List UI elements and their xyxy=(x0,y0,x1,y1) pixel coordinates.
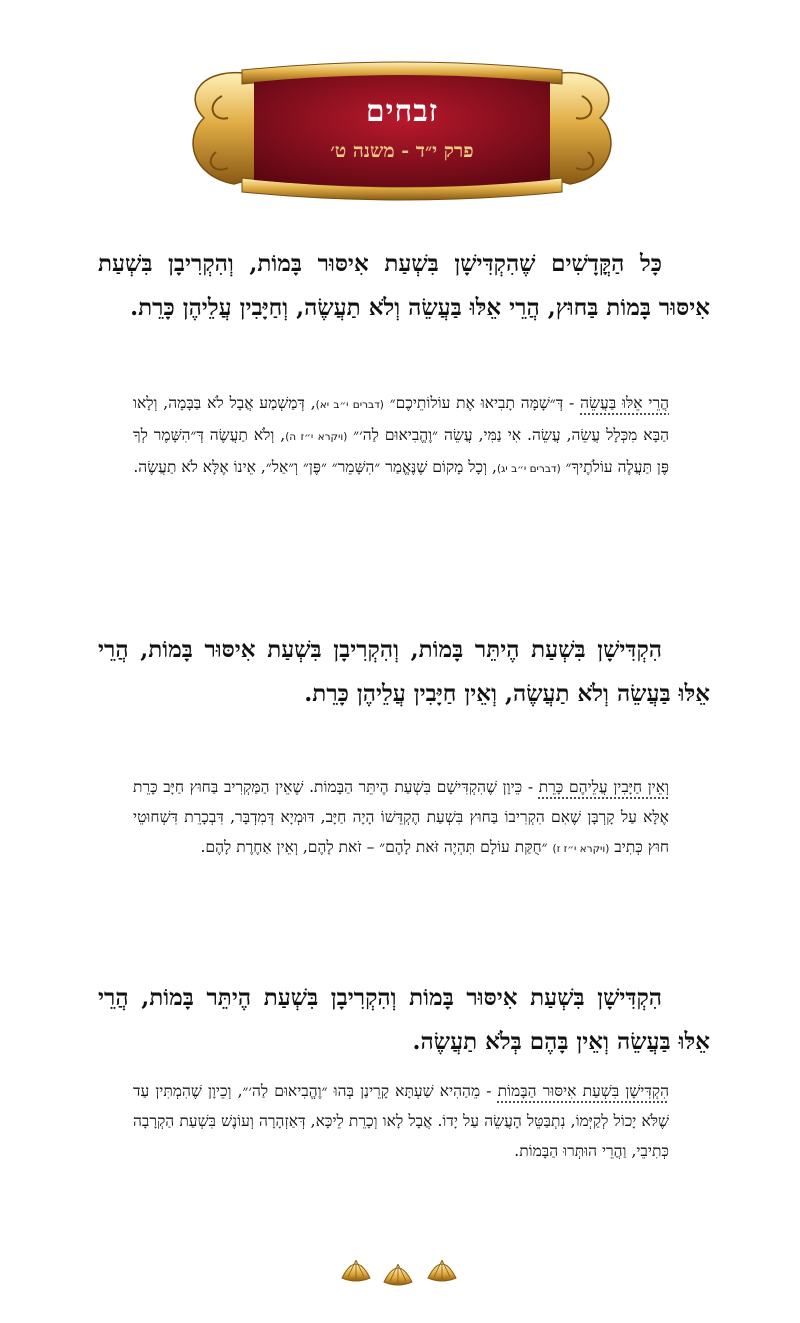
dibbur-hamatchil-1: הֲרֵי אֵלּוּ בַּעֲשֵׂה xyxy=(580,394,669,412)
source-reference: (דברים י״ב יא) xyxy=(315,399,384,411)
source-reference: (דברים י״ב יג) xyxy=(496,463,561,475)
shell-icon xyxy=(428,1260,456,1281)
source-reference: (ויקרא י״ז ה) xyxy=(285,431,348,443)
commentary-text: ״חֻקַּת עוֹלָם תִּהְיֶה זֹּאת לָהֶם״ – זֹאת לָהֶם, וְאֵין אַחֶרֶת לָהֶם. xyxy=(200,838,553,856)
commentary-text: - דְּ״שָׁמָּה תָבִיאוּ אֶת עוֹלוֹתֵיכֶם״ xyxy=(383,394,581,412)
chapter-banner xyxy=(182,56,622,206)
mishnah-text-1: כָּל הַקֳּדָשִׁים שֶׁהִקְדִּישָׁן בִּשְׁעַת אִיסּוּר בָּמוֹת, וְהִקְרִיבָן בִּשְׁעַת אִיסּוּר בָּמוֹת בַּחוּץ, הֲרֵי אֵלּוּ בַּעֲשֵׂה וְלֹא תַעֲשֶׂה, וְחַיָּבִין עֲלֵיהֶן כָּרֵת. xyxy=(98,250,710,321)
footer-ornament xyxy=(338,1252,462,1286)
commentary-1 xyxy=(133,388,669,484)
dibbur-hamatchil-3: הִקְדִּישָׁן בִּשְׁעַת אִיסּוּר הַבָּמוֹת xyxy=(497,1082,670,1100)
scroll-ornament-icon xyxy=(182,56,622,206)
commentary-text: , דְּמַשְׁמַע אֲבָל לֹא בַּבָּמָה, וְלָאו הַבָּא מִכְּלָל עֲשֵׂה, עֲשֵׂה. אִי נַמִּי, עֲשֵׂה ״וֶהֱבִיאוּם לַה׳״ xyxy=(133,394,669,444)
tractate-title: זבחים xyxy=(365,94,439,129)
mishnah-text-3: הִקְדִּישָׁן בִּשְׁעַת אִיסּוּר בָּמוֹת וְהִקְרִיבָן בִּשְׁעַת הֶיתֵּר בָּמוֹת, הֲרֵי אֵלּוּ בַּעֲשֵׂה וְאֵין בָּהֶם בְּלֹא תַעֲשֶׂה. xyxy=(98,984,710,1055)
mishnah-text-2: הִקְדִּישָׁן בִּשְׁעַת הֶיתֵּר בָּמוֹת, וְהִקְרִיבָן בִּשְׁעַת אִיסּוּר בָּמוֹת, הֲרֵי אֵלּוּ בַּעֲשֵׂה וְלֹא תַעֲשֶׂה, וְאֵין חַיָּבִין עֲלֵיהֶן כָּרֵת. xyxy=(98,636,710,707)
commentary-text: - מֵהַהִיא שַׁעְתָּא קָרֵינַן בְּהוּ ״וֶהֱבִיאוּם לַה׳״, וְכֵיוָן שֶׁהִמְתִּין עַד שֶׁלֹּא יָכוֹל לְקַיְּמוֹ, נִתְבַּטֵּל הָעֲשֵׂה עַל יָדוֹ. אֲבָל לָאו וְכָרֵת לֵיכָּא, דְּאַזְהָרָה וְעוֹנֶשׁ בִּשְׁעַת הַקְרָבָה כְּתִיבֵי, וַהֲרֵי הוּתְּרוּ הַבָּמוֹת. xyxy=(133,1082,669,1160)
commentary-3 xyxy=(133,1076,669,1166)
dibbur-hamatchil-2: וְאֵין חַיָּבִין עֲלֵיהֶם כָּרֵת xyxy=(538,778,669,796)
shell-icon xyxy=(342,1260,370,1281)
commentary-2 xyxy=(133,772,669,864)
commentary-text: , וְכָל מָקוֹם שֶׁנֶּאֱמַר ״הִשָּׁמֵר״ ״פֶּן״ וְ״אַל״, אֵינוֹ אֶלָּא לֹא תַעֲשֶׂה. xyxy=(133,458,497,476)
shell-icon xyxy=(384,1264,412,1285)
commentary-text: , וְלֹא תַעֲשֶׂה דְּ״הִשָּׁמֶר לְךָ פֶּן תַּעֲלֶה עוֹלֹתֶיךָ״ xyxy=(133,426,669,476)
chapter-mishnah-label: פרק י״ד - משנה ט׳ xyxy=(330,140,474,162)
source-reference: (ויקרא י״ז ז) xyxy=(552,843,610,855)
commentary-text: - כֵּיוָן שֶׁהִקְדִּישָׁם בִּשְׁעַת הֶיתֵּר הַבָּמוֹת. שֶׁאֵין הַמַּקְרִיב בַּחוּץ חַיָּב כָּרֵת אֶלָּא עַל קָרְבָּן שֶׁאִם הִקְרִיבוֹ בַּחוּץ בִּשְׁעַת הֶקְדֵּשׁוֹ הָיָה חַיָּב, דּוּמְיָא דְּמִדְבָּר, דִּבְכָרֵת דִּשְׁחוּטֵי חוּץ כְּתִיב xyxy=(133,778,669,856)
